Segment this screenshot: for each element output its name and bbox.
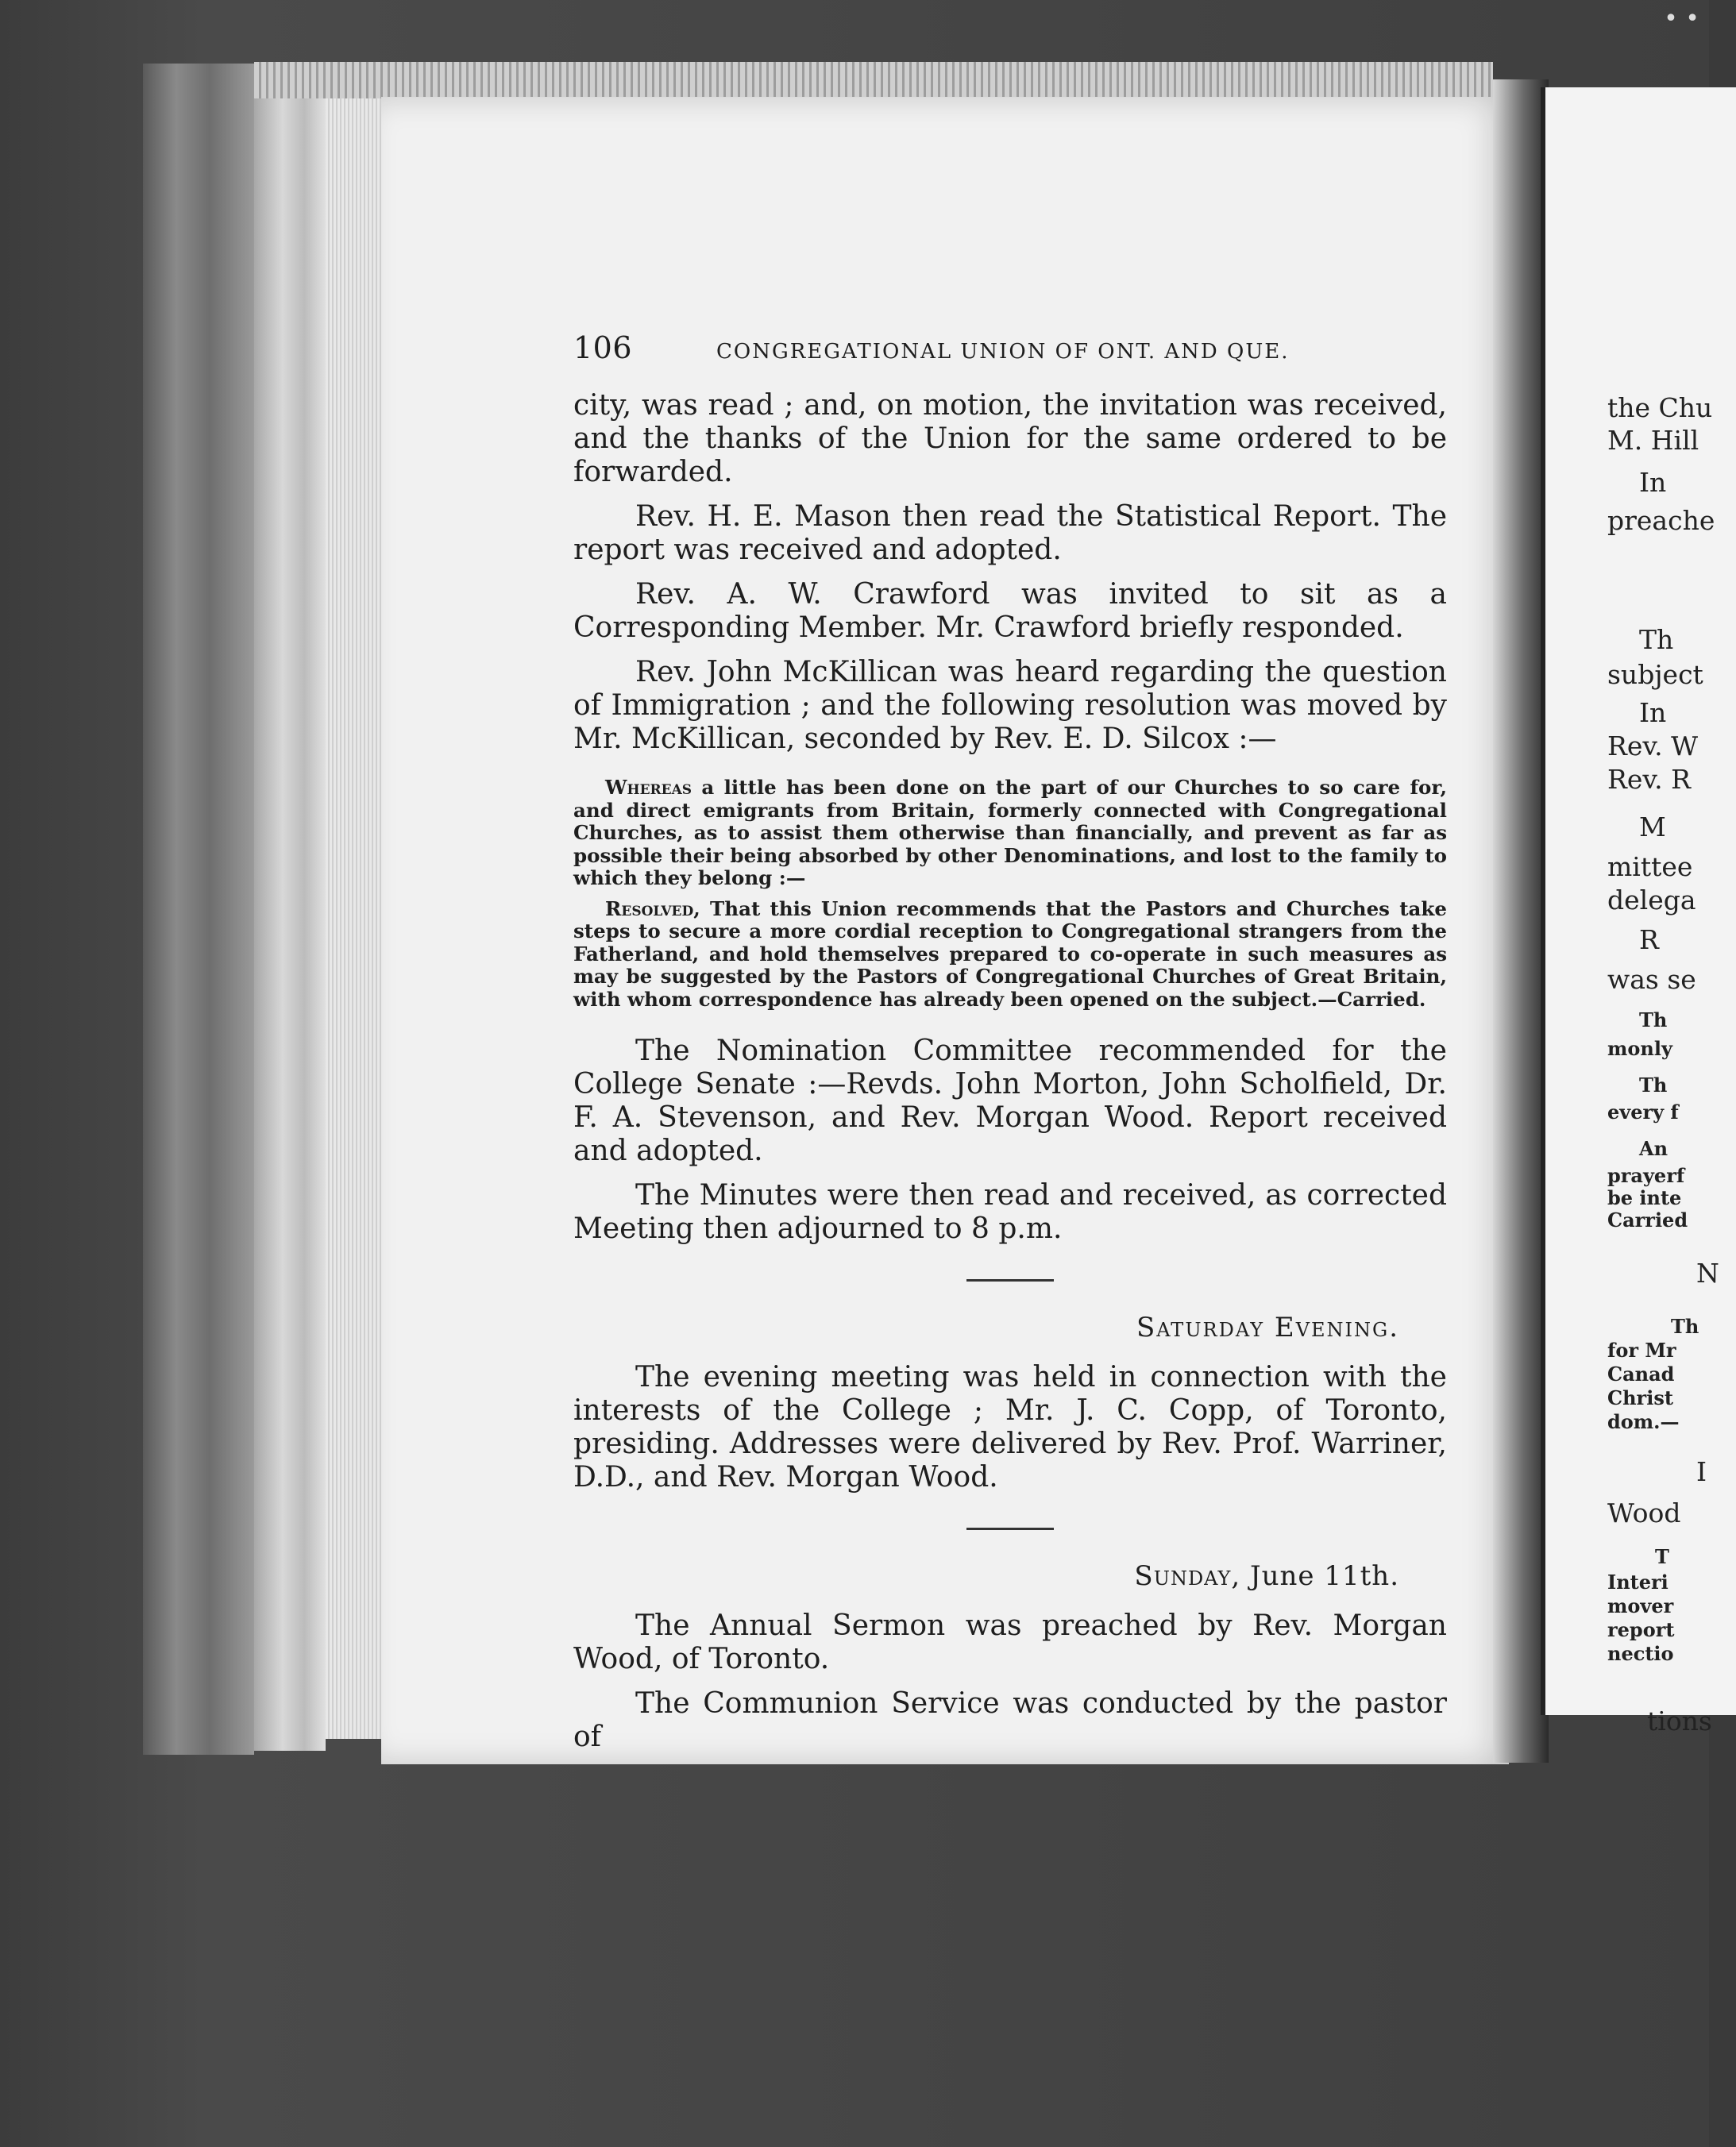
page-stack-edge: [254, 75, 326, 1751]
scan-marks: • •: [1664, 5, 1699, 33]
right-fragment: prayerf: [1607, 1164, 1685, 1187]
page-stack-fore-edge: [326, 87, 381, 1739]
paragraph-continuation: city, was read ; and, on motion, the invitation was received, and the thanks of the Union for the same ordered to be forwarded.: [573, 389, 1447, 488]
right-fragment: Interi: [1607, 1571, 1668, 1594]
resolution-block: [573, 777, 1447, 1011]
left-page-text: [573, 330, 1447, 1754]
section-divider: [966, 1279, 1054, 1282]
page-header: [573, 330, 1447, 365]
paragraph-statistical-report: Rev. H. E. Mason then read the Statistical Report. The report was received and adopted.: [573, 500, 1447, 566]
right-fragment: every f: [1607, 1100, 1679, 1124]
right-fragment: R: [1639, 924, 1659, 955]
right-fragment: mittee: [1607, 851, 1693, 882]
sunday-heading-lead: Sunday,: [1134, 1560, 1241, 1592]
right-fragment: was se: [1607, 964, 1696, 995]
right-fragment: preache: [1607, 505, 1715, 536]
right-fragment: mover: [1607, 1594, 1674, 1617]
right-fragment: I: [1696, 1456, 1707, 1487]
right-fragment: T: [1655, 1545, 1669, 1568]
right-fragment: M. Hill: [1607, 425, 1699, 456]
right-fragment: Th: [1639, 624, 1674, 655]
right-fragment: Wood: [1607, 1498, 1681, 1528]
right-fragment: monly: [1607, 1037, 1672, 1060]
paragraph-annual-sermon: The Annual Sermon was preached by Rev. Morgan Wood, of Toronto.: [573, 1609, 1447, 1675]
right-fragment: Th: [1639, 1008, 1668, 1031]
paragraph-corresponding-member: Rev. A. W. Crawford was invited to sit as a Corresponding Member. Mr. Crawford briefly responded.: [573, 578, 1447, 644]
right-fragment: Rev. R: [1607, 764, 1691, 795]
resolved-clause: [573, 898, 1447, 1012]
sunday-heading-rest: June 11th.: [1240, 1560, 1399, 1592]
right-fragment: Th: [1639, 1074, 1668, 1097]
whereas-lead: Whereas: [605, 776, 692, 799]
right-fragment: nectio: [1607, 1642, 1674, 1665]
resolved-body: That this Union recommends that the Pastors and Churches take steps to secure a more cordial reception to Congregational strangers from the Fatherland, and hold themselves prepared to co-operate in such measures as may be suggested by the Pastors of Congregational Churches of Great Britain, with whom correspondence has already been opened on the subject.—Carried.: [573, 896, 1447, 1011]
book-binding-edge: [143, 64, 254, 1755]
sunday-heading: [573, 1560, 1399, 1592]
paragraph-nomination-committee: The Nomination Committee recommended for the College Senate :—Revds. John Morton, John Scholfield, Dr. F. A. Stevenson, and Rev. Morgan Wood. Report received and adopted.: [573, 1035, 1447, 1167]
paragraph-evening-meeting: The evening meeting was held in connection with the interests of the College ; Mr. J. C. Copp, of Toronto, presiding. Addresses were delivered by Rev. Prof. Warriner, D.D., and Rev. Morgan Wood.: [573, 1361, 1447, 1494]
right-fragment: M: [1639, 811, 1666, 842]
saturday-heading: Saturday Evening.: [1136, 1312, 1399, 1343]
page-number: 106: [573, 330, 633, 365]
right-fragment: Carried: [1607, 1208, 1688, 1232]
right-fragment: Christ: [1607, 1386, 1673, 1409]
right-fragment: Th: [1671, 1315, 1699, 1338]
right-fragment: Rev. W: [1607, 730, 1699, 761]
right-fragment: In: [1639, 467, 1667, 498]
right-fragment: report: [1607, 1618, 1675, 1641]
paragraph-minutes: The Minutes were then read and received, as corrected Meeting then adjourned to 8 p.m.: [573, 1179, 1447, 1245]
right-fragment: An: [1639, 1137, 1668, 1160]
paragraph-communion-service: The Communion Service was conducted by the pastor of: [573, 1687, 1447, 1753]
section-divider: [966, 1528, 1054, 1530]
whereas-body: a little has been done on the part of our Churches to so care for, and direct emigrants from Britain, formerly connected with Congregational Churches, as to assist them otherwise than financially, and prevent as far as possible their being absorbed by other Denominations, and lost to the family to which they belong :—: [573, 776, 1447, 889]
resolved-lead: Resolved,: [605, 896, 700, 920]
right-fragment: N: [1696, 1258, 1719, 1289]
right-fragment: be inte: [1607, 1186, 1682, 1209]
right-fragment: for Mr: [1607, 1339, 1676, 1362]
paragraph-immigration: Rev. John McKillican was heard regarding the question of Immigration ; and the following resolution was moved by Mr. McKillican, seconded by Rev. E. D. Silcox :—: [573, 656, 1447, 755]
right-fragment: delega: [1607, 885, 1696, 915]
right-fragment: subject: [1607, 659, 1703, 690]
right-fragment: tions: [1647, 1706, 1712, 1736]
right-fragment: In: [1639, 697, 1667, 728]
right-fragment: the Chu: [1607, 392, 1713, 423]
right-fragment: dom.—: [1607, 1410, 1680, 1433]
right-fragment: Canad: [1607, 1363, 1675, 1386]
whereas-clause: [573, 777, 1447, 890]
page-stack-top-edge: [254, 62, 1493, 98]
running-head: CONGREGATIONAL UNION OF ONT. AND QUE.: [716, 340, 1290, 364]
